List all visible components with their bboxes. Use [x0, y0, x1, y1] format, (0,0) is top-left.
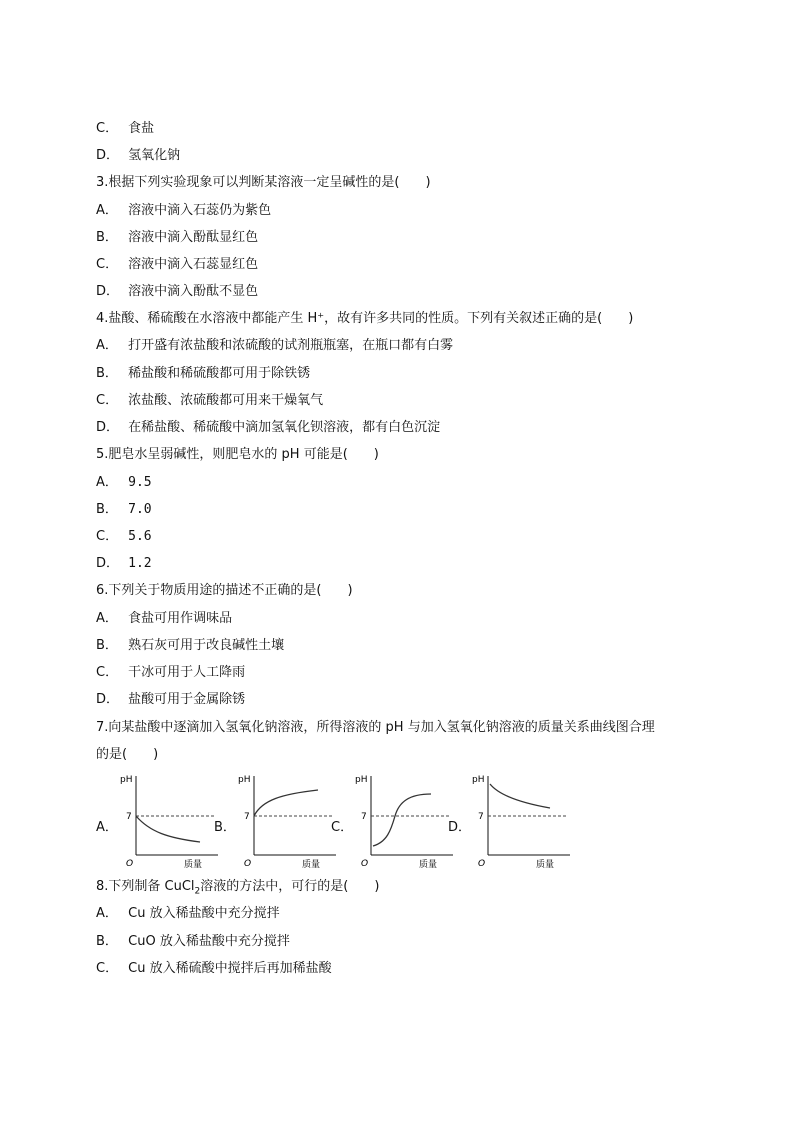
question-7-stem: 7.向某盐酸中逐滴加入氢氧化钠溶液，所得溶液的 pH 与加入氢氧化钠溶液的质量关系曲线图合理	[96, 720, 655, 735]
ph-curve	[373, 794, 431, 846]
x-axis-label: 质量	[184, 860, 203, 870]
question-5-stem: 5.肥皂水呈弱碱性，则肥皂水的 pH 可能是( )	[96, 447, 379, 462]
option-line: C． 食盐	[96, 121, 155, 136]
question-4-stem: 4.盐酸、稀硫酸在水溶液中都能产生 H⁺，故有许多共同的性质。下列有关叙述正确的是( )	[96, 311, 634, 326]
graph-c	[353, 770, 453, 870]
origin-label: O	[361, 859, 369, 869]
ph-curve	[490, 784, 550, 808]
option-line: A． Cu 放入稀盐酸中充分搅拌	[96, 906, 280, 921]
option-c-label: C．	[331, 820, 354, 835]
y-axis-label: pH	[238, 775, 251, 785]
option-line: D． 溶液中滴入酚酞不显色	[96, 284, 259, 299]
origin-label: O	[478, 859, 486, 869]
ph-curve	[254, 790, 318, 816]
graph-b	[236, 770, 336, 870]
question-3-stem: 3.根据下列实验现象可以判断某溶液一定呈碱性的是( )	[96, 175, 431, 190]
x-axis-label: 质量	[302, 860, 321, 870]
x-axis-label: 质量	[536, 860, 555, 870]
option-b-label: B．	[214, 820, 236, 835]
ph-curve	[136, 816, 200, 842]
option-a-label: A．	[96, 820, 118, 835]
option-line: B． 溶液中滴入酚酞显红色	[96, 230, 259, 245]
option-line: D． 在稀盐酸、稀硫酸中滴加氢氧化钡溶液，都有白色沉淀	[96, 420, 441, 435]
option-line: D． 1.2	[96, 556, 152, 571]
question-6-stem: 6.下列关于物质用途的描述不正确的是( )	[96, 583, 353, 598]
option-line: B． 稀盐酸和稀硫酸都可用于除铁锈	[96, 366, 311, 381]
ref-tick-label: 7	[126, 812, 132, 822]
option-line: C． Cu 放入稀硫酸中搅拌后再加稀盐酸	[96, 961, 332, 976]
q7-graph-options	[96, 770, 616, 875]
question-8-stem: 8.下列制备 CuCl$_2$溶液的方法中，可行的是( )	[96, 879, 380, 897]
ref-tick-label: 7	[361, 812, 367, 822]
origin-label: O	[126, 859, 134, 869]
option-line: B． 熟石灰可用于改良碱性土壤	[96, 638, 285, 653]
graph-a	[118, 770, 218, 870]
ref-tick-label: 7	[478, 812, 484, 822]
option-line: A． 食盐可用作调味品	[96, 611, 233, 626]
option-line: D． 氢氧化钠	[96, 148, 181, 163]
ref-tick-label: 7	[244, 812, 250, 822]
option-line: C． 溶液中滴入石蕊显红色	[96, 257, 259, 272]
option-line: C． 干冰可用于人工降雨	[96, 665, 246, 680]
option-line: D． 盐酸可用于金属除锈	[96, 692, 246, 707]
option-line: C． 5.6	[96, 529, 152, 544]
option-line: C． 浓盐酸、浓硫酸都可用来干燥氧气	[96, 393, 324, 408]
y-axis-label: pH	[472, 775, 485, 785]
option-d-label: D．	[448, 820, 472, 835]
y-axis-label: pH	[355, 775, 368, 785]
option-line: A． 打开盛有浓盐酸和浓硫酸的试剂瓶瓶塞，在瓶口都有白雾	[96, 338, 454, 353]
option-line: B． CuO 放入稀盐酸中充分搅拌	[96, 934, 290, 949]
y-axis-label: pH	[120, 775, 133, 785]
x-axis-label: 质量	[419, 860, 438, 870]
origin-label: O	[244, 859, 252, 869]
option-line: B． 7.0	[96, 502, 152, 517]
graph-d	[470, 770, 570, 870]
option-line: A． 9.5	[96, 475, 152, 490]
question-7-stem-cont: 的是( )	[96, 747, 159, 762]
option-line: A． 溶液中滴入石蕊仍为紫色	[96, 203, 272, 218]
